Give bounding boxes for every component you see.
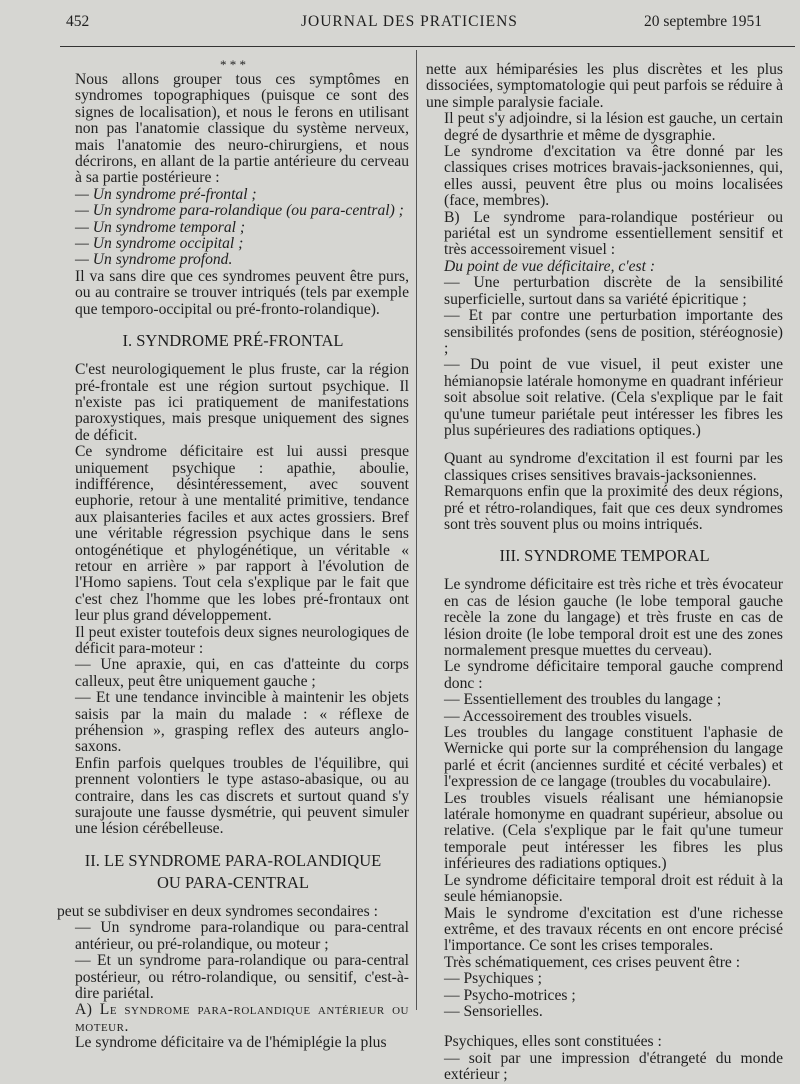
paragraph: peut se subdiviser en deux syndromes secondaires : [57, 902, 378, 920]
paragraph: — soit par une impression d'étrangeté du monde extérieur ; [444, 1049, 783, 1084]
paragraph: Du point de vue déficitaire, c'est : [444, 257, 656, 275]
paragraph: C'est neurologiquement le plus fruste, car la région pré-frontale est une région surtout psychique. Il n'existe pas ici pratiquement de manifestations paroxystiques, mais presque uniquement des signes de déficit. [75, 361, 409, 444]
list-item: — Accessoirement des troubles visuels. [444, 707, 693, 725]
header-rule [60, 46, 795, 47]
paragraph: Enfin parfois quelques troubles de l'équilibre, qui prennent volontiers le type astaso-abasique, ou au contraire, dans les cas discrets et surtout quand s'y surajoute une fausse dysmétrie, qui peuvent simuler une lésion cérébelleuse. [75, 754, 409, 838]
paragraph: Le syndrome déficitaire temporal gauche comprend donc : [444, 658, 783, 692]
paragraph: — Et par contre une perturbation importante des sensibilités profondes (sens de position, stéréognosie) ; [444, 307, 783, 357]
paragraph: — Du point de vue visuel, il peut exister une hémianopsie latérale homonyme en quadrant inférieur soit absolue soit relative. (Cela s'explique par le fait qu'une tumeur pariétale peut intéresser les fibres les plus supérieures des radiations optiques.) [444, 356, 783, 439]
paragraph: Les troubles visuels réalisant une hémianopsie latérale homonyme en quadrant supérieur, absolue ou relative. (Cela s'explique par le fait qu'une tumeur temporale peut intéresser les fibres les plus inférieures des radiations optiques.) [444, 789, 783, 873]
section-heading-pararolandique: II. LE SYNDROME PARA-ROLANDIQUE [84, 850, 382, 870]
page-number: 452 [66, 13, 90, 30]
paragraph: Nous allons grouper tous ces symptômes en syndromes topographiques (puisque ce sont des signes de localisation), et nous le ferons en utilisant non pas l'anatomie classique du système nerveux, mais l'anatomie des neuro-chirurgiens, et nous décrirons, en allant de la partie antérieure du cerveau à sa partie postérieure : [75, 71, 409, 187]
paragraph: — Un syndrome para-rolandique ou para-central antérieur, ou pré-rolandique, ou moteur ; [75, 919, 409, 953]
paragraph: — Et un syndrome para-rolandique ou para-central postérieur, ou rétro-rolandique, ou sensitif, c'est-à-dire pariétal. [75, 952, 409, 1002]
right-column [426, 62, 783, 1084]
page-header [0, 0, 800, 40]
list-item: — Un syndrome para-rolandique (ou para-central) ; [75, 202, 404, 220]
paragraph: Il va sans dire que ces syndromes peuvent être purs, ou au contraire se trouver intriqués (tels par exemple que temporo-occipital ou pré-fronto-rolandique). [75, 267, 409, 318]
section-heading-temporal: III. SYNDROME TEMPORAL [499, 546, 710, 566]
paragraph: Le syndrome déficitaire temporal droit est réduit à la seule hémianopsie. [444, 871, 783, 906]
paragraph: Remarquons enfin que la proximité des deux régions, pré et rétro-rolandiques, fait que ces deux syndromes sont très souvent plus ou moins intriqués. [444, 483, 783, 533]
list-item: — Un syndrome temporal ; [75, 218, 246, 236]
subsection-heading: B) Le syndrome para-rolandique postérieur ou pariétal est un syndrome essentiellement sensitif et très accessoirement visuel : [444, 208, 783, 259]
list-item: — Un syndrome pré-frontal ; [75, 185, 257, 203]
paragraph: — Et une tendance invincible à maintenir les objets saisis par la main du malade : « réflexe de préhension », grasping reflex des auteurs anglo-saxons. [75, 689, 409, 756]
issue-date: 20 septembre 1951 [644, 13, 762, 30]
list-item: — Essentiellement des troubles du langage ; [444, 691, 722, 709]
paragraph: Quant au syndrome d'excitation il est fourni par les classiques crises sensitives bravais-jacksoniennes. [444, 450, 783, 484]
paragraph: Il peut exister toutefois deux signes neurologiques de déficit para-moteur : [75, 623, 409, 657]
paragraph: Ce syndrome déficitaire est lui aussi presque uniquement psychique : apathie, aboulie, indifférence, désintéressement, avec souvent euphorie, retour à une mentalité primitive, tendance aux plaisanteries faciles et aux actes grossiers. Bref une véritable régression psychique dans le sens ontogénétique et phylogénétique, un véritable « retour en arrière » par rapport à l'évolution de l'Homo sapiens. Tout cela s'explique par le fait que c'est chez l'homme que les lobes pré-frontaux ont leur plus grand développement. [75, 443, 409, 625]
paragraph: Très schématiquement, ces crises peuvent être : [444, 953, 741, 971]
left-column [57, 58, 409, 1052]
column-divider [416, 50, 417, 1010]
section-heading-pararolandique-sub: OU PARA-CENTRAL [156, 872, 310, 892]
paragraph: Les troubles du langage constituent l'aphasie de Wernicke qui porte sur la compréhension du langage parlé et écrit (anciennes surdité et cécité verbales) et l'expression de ce langage (troubles du vocabulaire). [444, 724, 783, 791]
paragraph: Le syndrome déficitaire va de l'hémiplégie la plus [75, 1034, 387, 1052]
paragraph: — Une perturbation discrète de la sensibilité superficielle, surtout dans sa variété épicritique ; [444, 274, 783, 308]
journal-title: JOURNAL DES PRATICIENS [301, 13, 518, 30]
section-heading-prefrontal: I. SYNDROME PRÉ-FRONTAL [122, 331, 344, 351]
subsection-heading: A) Le syndrome para-rolandique antérieur ou moteur. [75, 1001, 409, 1035]
paragraph: Mais le syndrome d'excitation est d'une richesse extrême, et des travaux récents en ont encore précisé l'importance. Ce sont les crises temporales. [444, 904, 783, 955]
paragraph: Psychiques, elles sont constituées : [444, 1033, 662, 1051]
list-item: — Un syndrome occipital ; [75, 235, 244, 253]
paragraph: Le syndrome déficitaire est très riche et très évocateur en cas de lésion gauche (le lobe temporal gauche recèle la zone du langage) et très fruste en cas de lésion droite (le lobe temporal droit est une des zones normalement presque muettes du cerveau). [444, 576, 783, 659]
paragraph: nette aux hémiparésies les plus discrètes et les plus dissociées, symptomatologie qui peut parfois se réduire à une simple paralysie faciale. [426, 61, 783, 111]
paragraph: Le syndrome d'excitation va être donné par les classiques crises motrices bravais-jacksoniennes, qui, elles aussi, peuvent être plus ou moins localisées (face, membres). [444, 143, 783, 210]
list-item: — Psycho-motrices ; [444, 986, 576, 1004]
list-item: — Sensorielles. [444, 1002, 543, 1020]
paragraph: Il peut s'y adjoindre, si la lésion est gauche, un certain degré de dysarthrie et même de dysgraphie. [444, 110, 783, 144]
section-stars: * * * [220, 57, 246, 72]
list-item: — Un syndrome profond. [75, 251, 233, 269]
paragraph: — Une apraxie, qui, en cas d'atteinte du corps calleux, peut être uniquement gauche ; [75, 656, 409, 690]
list-item: — Psychiques ; [444, 970, 542, 988]
